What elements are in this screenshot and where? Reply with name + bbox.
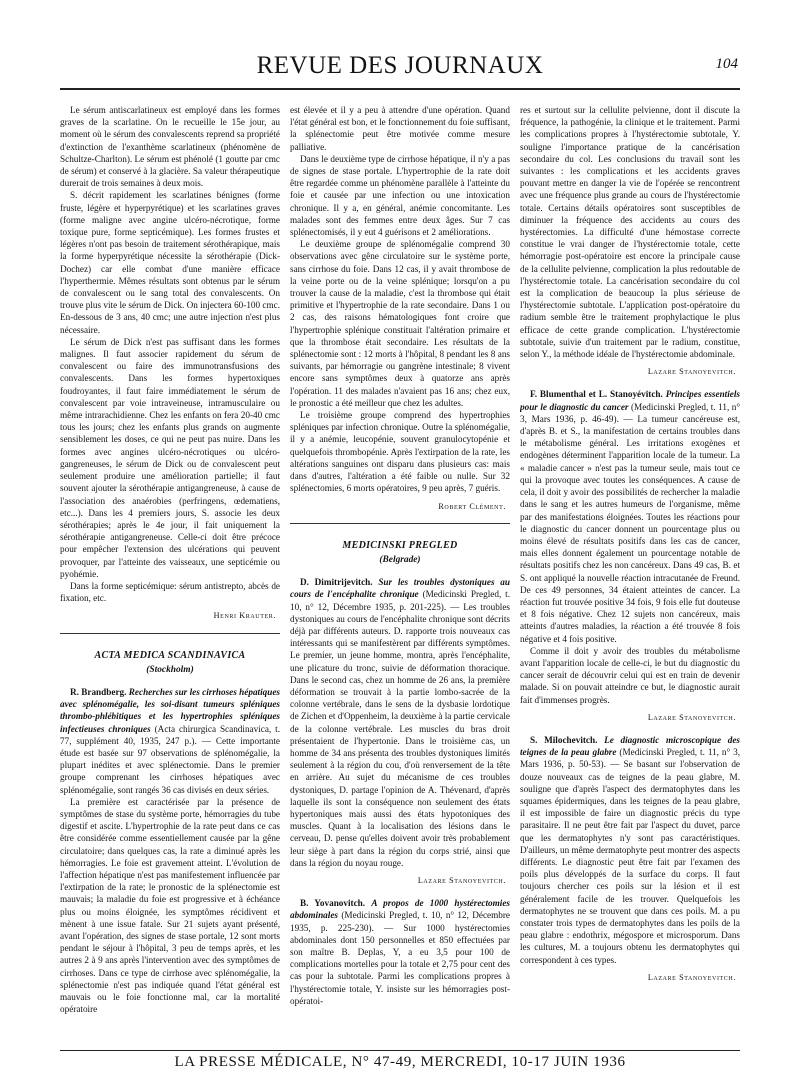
paragraph: res et surtout sur la cellulite pelvienne, dont il discute la fréquence, la pathogénie, la clinique et le traitement. Parmi les complications propres à l'hystérectomie subtotale, Y. souligne l'importance pratique de la cancérisation secondaire du col. Les conclusions du travail sont les suivantes : les complications et les accidents graves pouvant mettre en danger la vie de l'opérée se rencontrent avec une fréquence plus grande au cours de l'hystérectomie totale. Certains détails opératoires sont susceptibles de diminuer la fréquence des accidents au cours des hystérectomies. La difficulté d'une hémostase correcte constitue le vrai danger de l'hystérectomie totale, cette hémorragie post-opératoire est encore la principale cause de la cellulite pelvienne, complication la plus redoutable de l'hystérectomie totale. La cancérisation secondaire du col est la complication de beaucoup la plus sérieuse de l'hystérectomie subtotale. L'application post-opératoire du radium semble être le traitement prophylactique le plus efficace de cette grande complication. L'hystérectomie subtotale, suivie d'un traitement par le radium, constitue, selon Y., la méthode idéale de l'hystérectomie abdominale.	[520, 105, 740, 360]
page-number: 104	[715, 56, 738, 72]
review-author: S. Milochevitch.	[530, 734, 598, 745]
author-signature: Henri Krauter.	[213, 611, 276, 621]
paragraph: Le troisième groupe comprend des hypertrophies spléniques par infection chronique. Outre la splénomégalie, il y a anémie, leucopénie, souvent granulocytopénie et quelquefois thrombopénie. Après l'extirpation de la rate, les altérations sanguines ont disparu dans plusieurs cas: mais dans d'autres, l'altération a été faible ou nulle. Sur 32 splénectomies, 6 morts opératoires, 9 peu après, 7 guéris.	[290, 410, 510, 494]
author-signature: Lazare Stanoyevitch.	[647, 367, 736, 377]
journal-city: (Belgrade)	[379, 554, 421, 565]
paragraph: Comme il doit y avoir des troubles du métabolisme avant l'apparition locale de celle-ci, le but du diagnostic du cancer serait de découvrir celui qui est en train de devenir malade. Si on pouvait atteindre ce but, le diagnostic aurait fait d'immenses progrès.	[520, 645, 740, 705]
author-signature: Lazare Stanoyevitch.	[647, 972, 736, 982]
review-entry	[60, 686, 280, 796]
review-body: (Medicinski Pregled, t. 11, n° 3, Mars 1936, p. 50-53). — Se basant sur l'observation de douze nouveaux cas de teignes de la peau glabre, M. souligne que d'après l'aspect des dermatophytes dans les squames épidermiques, dans les teignes de la peau glabre, il est impossible de faire un diagnostic précis du type parasitaire. Il ne peut être fait par l'aspect du duvet, parce que les dermatophytes n'y sont pas caractéristiques. D'ailleurs, un même dermatophyte peut montrer des aspects différents. Le diagnostic peut être fait par l'examen des poils plus développés de la surface du corps. Il faut toujours chercher ces poils sur la lésion et il est généralement facile de les trouver. Quelquefois les dermatophytes ne se trouvent que dans ces poils. M. a pu constater trois types de dermatophytes dans les poils de la peau glabre : endothrix, mégospore et microsporum. Dans les cultures, M. a toujours obtenu les dermatophytes qui correspondent à ces types.	[520, 747, 740, 965]
footer-text: LA PRESSE MÉDICALE, N° 47-49, MERCREDI, 10-17 JUIN 1936	[174, 1054, 626, 1070]
review-author: D. Dimitrijevitch.	[300, 577, 373, 588]
journal-city: (Stockholm)	[146, 664, 194, 675]
column-2	[290, 104, 510, 1044]
page-header	[60, 46, 740, 90]
review-body: (Acta chirurgica Scandinavica, t. 77, supplément 40, 1935, 247 p.). — Cette importante étude est basée sur 97 observations de splénomégalie, la plupart inédites et avec splénectomie. Dans le premier groupe comprenant les cirrhoses hépatiques avec splénomégalie, sont rangés 36 cas divisés en deux séries.	[60, 723, 280, 795]
paragraph: S. décrit rapidement les scarlatines bénignes (forme fruste, légère et hyperpyrétique) et les scarlatines graves (forme maligne avec angine ulcéro-nécrotique, forme toxique pure, forme septicémique). Les formes frustes et légères n'ont pas besoin de traitement sérothérapique, mais la forme hyperpyrétique nécessite la sérothérapie (Dick-Dochez) car elle combat d'une manière efficace l'hyperthermie. Mêmes résultats sont obtenus par le sérum de convalescent ou le sang total des convalescents. On trouve plus vite le sérum de Dick. On injectera 60-100 cmc. En-dessous de 3 ans, 40 cmc; une autre injection n'est plus nécessaire.	[60, 190, 280, 335]
review-author: R. Brandberg.	[70, 686, 127, 697]
review-body: (Medicinski Pregled, t. 11, n° 3, Mars 1936, p. 46-49). — La tumeur cancéreuse est, d'après B. et S., la manifestation de certains troubles dans le métabolisme général. Les irritations exogènes et endogènes déterminent l'apparition locale de la tumeur. La « maladie cancer » n'est pas la tumeur seule, mais tout ce qui la provoque avec toutes les conséquences. A cause de cela, il doit y avoir des possibilités de rechercher la maladie dans le sang et les autres humeurs de l'organisme, même par des manifestations éloignées. Toutes les réactions pour le diagnostic du cancer donnent un pourcentage plus ou moins élevé de résultats positifs dans les cas de cancer, mais elles donnent également un pourcentage notable de résultats positifs chez les non cancéreux. Dans 49 cas, B. et S. ont appliqué la nouvelle réaction intracutanée de Freund. De ces 49 personnes, 34 étaient atteintes de cancer. La réaction fut trouvée positive 34 fois, 9 fois elle fut douteuse et 8 fois négative. Chez 12 sujets non cancéreux, mais atteints d'autres maladies, la réaction a été trouvée 8 fois négative et 4 fois positive.	[520, 401, 740, 644]
paragraph: Dans la forme septicémique: sérum antistrepto, abcès de fixation, etc.	[60, 580, 280, 604]
review-entry	[520, 734, 740, 966]
divider	[290, 523, 510, 524]
journal-title: MEDICINSKI PREGLED	[342, 539, 458, 551]
author-signature: Lazare Stanoyevitch.	[647, 712, 736, 722]
review-body: (Medicinski Pregled, t. 10, n° 12, Décembre 1935, p. 201-225). — Les troubles dystoniques au cours de l'encéphalite chronique sont décrits déjà par différents auteurs. D. rapporte trois nouveaux cas intéressants qui se manifestèrent par différents symptômes. Le premier, un jeune homme, montra, après l'encéphalite, une plicature du tronc, suivie de déformation thoracique. Dans le second cas, chez un homme de 26 ans, la première déformation se trouvait à la partie lombo-sacrée de la colonne vertébrale, dans le sens de la dysbasie lordotique de Zichen et d'Oppenheim, la deuxième à la partie cervicale de la colonne vertébrale. Les muscles du bras droit présentaient de l'hypertonie. Dans le troisième cas, un homme de 34 ans présenta des troubles dystoniques limités seulement à la région du cou, d'où renversement de la tête en arrière. Au sujet du mécanisme de ces troubles dystoniques, D. partage l'opinion de A. Thévenard, d'après laquelle ils sont la conséquence non seulement des états hypertoniques mais aussi des états hypotoniques des muscles. Quant à la localisation des lésions dans le cerveau, D. pense qu'elles doivent avoir très probablement leur siège à part dans la région du corps strié, ainsi que dans la région du noyau rouge.	[290, 589, 510, 868]
paragraph: Le sérum de Dick n'est pas suffisant dans les formes malignes. Il faut associer rapidement du sérum de convalescent ou faire des immunotransfusions des convalescents. Dans les formes hypertoxiques foudroyantes, il faut faire immédiatement le sérum de convalescent par voie intraveineuse, intramusculaire ou même intrarachidienne. Chez les enfants on fera 20-40 cmc tous les jours; chez les enfants plus grands on augmente sensiblement les doses, ce qui ne peut pas nuire. Dans les formes avec angines ulcéro-nécrotiques ou ulcéro-gangreneuses, le sérum de Dick ou de convalescent peut seulement produire une amélioration partielle; il faut souvent ajouter la sérothérapie antigangreneuse, à cause de l'association des anaérobies (perfringens, œdematiens, etc...). Dans les 4 premiers jours, S. associe les deux sérothérapies; après le 4e jour, il fait uniquement la sérothérapie antigangreneuse. Celle-ci doit être précoce pour empêcher l'extension des ulcérations qui peuvent provoquer, par l'atteinte des vaisseaux, une septicémie ou pyohémie.	[60, 336, 280, 579]
review-entry	[520, 388, 740, 644]
author-signature: Lazare Stanoyevitch.	[417, 875, 506, 885]
review-body: (Medicinski Pregled, t. 10, n° 12, Décembre 1935, p. 225-230). — Sur 1000 hystérectomies abdominales dont 150 personnelles et 850 effectuées par son maître B. Deplas, Y, a eu 3,5 pour 100 de complications mortelles pour la totale et 2,75 pour cent des cas pour la subtotale. Parmi les complications propres à l'hystérectomie totale, Y. insiste sur les hémorragies post-opératoi-	[290, 910, 510, 1006]
review-author: F. Blumenthal et L. Stanoyévitch.	[530, 389, 663, 400]
paragraph: Dans le deuxième type de cirrhose hépatique, il n'y a pas de signes de stase portale. L'hypertrophie de la rate doit être regardée comme un phénomène parallèle à l'atteinte du foie et causée par une infection ou une intoxication chronique. Il y a, en général, anémie concomitante. Les malades sont des femmes entre deux âges. Sur 7 cas splénectomisés, il y eut 4 guérisons et 2 améliorations.	[290, 153, 510, 238]
review-title: Recherches sur les cirrhoses hépatiques avec splénomégalie, les soi-disant tumeurs spléniques thrombo-phlébitiques et les hypertrophies spléniques infectieuses chroniques	[60, 686, 280, 734]
page-footer	[60, 1050, 740, 1073]
running-title: REVUE DES JOURNAUX	[256, 52, 544, 79]
review-author: B. Yovanovitch.	[300, 898, 366, 909]
review-title: Le diagnostic microscopique des teignes de la peau glabre	[520, 734, 740, 758]
review-entry	[290, 576, 510, 869]
author-signature: Robert Clément.	[438, 501, 506, 511]
text-columns	[60, 104, 740, 1044]
column-3	[520, 104, 740, 1044]
review-entry	[290, 897, 510, 1007]
review-title: Principes essentiels pour le diagnostic du cancer	[520, 389, 740, 412]
paragraph: Le deuxième groupe de splénomégalie comprend 30 observations avec gêne circulatoire sur le système porte, sans cirrhose du foie. Dans 12 cas, il y avait thrombose de la veine porte ou de la veine splénique; lorsqu'on a pu trouver la cause de la maladie, c'est la thrombose qui était primitive et l'hypertrophie de la rate secondaire. Dans 1 ou 2 cas, des raisons hématologiques font croire que l'hypertrophie splénique constituait l'altération primaire et que la thrombose était secondaire. Les résultats de la splénectomie sont : 12 morts à l'hôpital, 8 pendant les 8 ans suivants, par hémorragie ou gangrène intestinale; 8 vivent encore sans symptômes deux à quatorze ans après l'opération. 11 des malades n'avaient pas 16 ans; chez eux, le pronostic a été meilleur que chez les adultes.	[290, 239, 510, 408]
review-title: Sur les troubles dystoniques au cours de l'encéphalite chronique	[290, 577, 510, 600]
review-title: A propos de 1000 hystérectomies abdominales	[290, 898, 510, 921]
divider	[60, 633, 280, 634]
paragraph: Le sérum antiscarlatineux est employé dans les formes graves de la scarlatine. On le recueille le 15e jour, au moment où le sérum des convalescents reprend sa propriété d'extinction de l'exanthème scarlatineux (phénomène de Schultze-Charlton). Le sérum est phénolé (1 goutte par cmc de sérum) et conservé à la glacière. Sa valeur thérapeutique durerait de trois semaines à deux mois.	[60, 105, 280, 189]
paragraph: est élevée et il y a peu à attendre d'une opération. Quand l'état général est bon, et le fonctionnement du foie suffisant, la splénectomie peut être motivée comme mesure palliative.	[290, 105, 510, 152]
journal-title: ACTA MEDICA SCANDINAVICA	[94, 649, 246, 661]
paragraph: La première est caractérisée par la présence de symptômes de stase du système porte, hémorragies du tube digestif et ascite. L'hypertrophie de la rate peut dans ce cas être considérée comme essentiellement causée par la gêne circulatoire; dans quelques cas, la rate a diminué après les hémorragies. Le foie est gravement atteint. L'évolution de l'affection hépatique n'est pas manifestement influencée par l'extirpation de la rate; le pronostic de la splénectomie est mauvais; la maladie du foie est progressive et à échéance plus ou moins éloignée, les symptômes récidivent et mènent à une issue fatale. Sur 21 sujets ayant présenté, avant l'opération, des signes de stase portale, 12 sont morts pendant le séjour à l'hôpital, 3 peu de temps après, et les autres 2 à 9 ans après l'intervention avec des symptômes de cirrhoses. Dans ce type de cirrhose avec splénomégalie, la splénectomie n'est pas indiquée quand l'état général est mauvais ou le foie fonctionne mal, car la mortalité opératoire	[60, 796, 280, 1015]
column-1	[60, 104, 280, 1044]
